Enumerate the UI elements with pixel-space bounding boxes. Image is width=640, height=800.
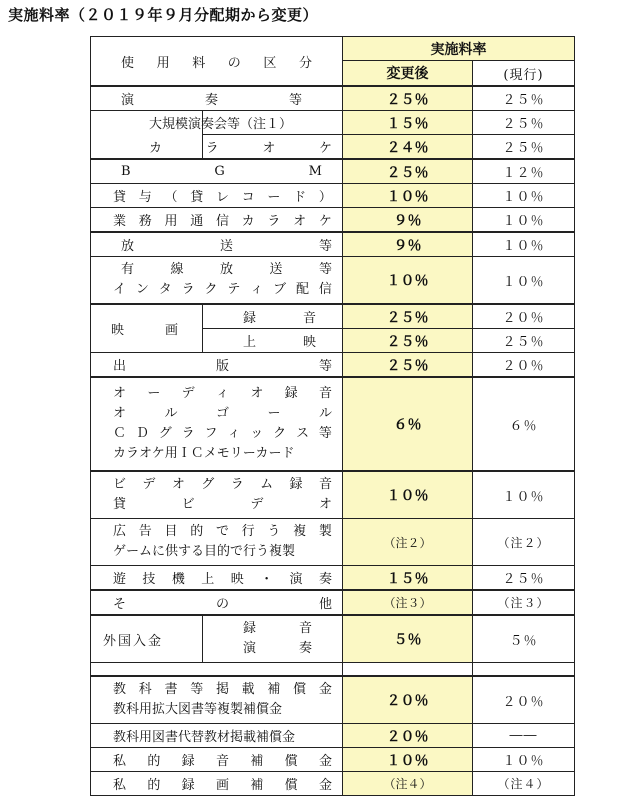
table-cell [91, 232, 343, 257]
label-char: 上 [243, 335, 257, 350]
label-char: ー [267, 406, 281, 421]
row-label [91, 384, 342, 404]
label-char: ゴ [215, 406, 229, 421]
label-char: 業 [113, 214, 127, 229]
label-char: オ [318, 497, 332, 512]
table-cell: ２５％ [473, 566, 575, 591]
row-label [91, 319, 202, 338]
label-char: 書 [164, 682, 178, 697]
label-char: ッ [250, 426, 264, 441]
table-cell: 広 告 目 的 で 行 う 複 製 ゲームに供する目的で行う複製 [91, 519, 343, 566]
label-char: 音 [298, 621, 312, 636]
row-label [91, 235, 342, 254]
label-char: ） [318, 190, 332, 205]
label-char: 金 [318, 754, 332, 769]
table-cell [91, 208, 343, 233]
label-char: 送 [219, 239, 233, 254]
label-char: 区 [263, 55, 277, 71]
label-char: 料 [192, 55, 206, 71]
table-cell [91, 566, 343, 591]
row-label [203, 639, 342, 659]
label-char: 補 [267, 682, 281, 697]
row-label [91, 89, 342, 108]
table-cell [203, 329, 343, 353]
label-char: 送 [269, 262, 283, 277]
label-char: Ｄ [135, 426, 149, 441]
label-char: 等 [318, 426, 332, 441]
label-char: 他 [318, 597, 332, 612]
table-row [91, 676, 575, 724]
rate-table [90, 36, 575, 796]
table-cell [149, 135, 343, 160]
label-char: イ [113, 282, 127, 297]
label-char: 奏 [298, 641, 312, 656]
row-label [91, 475, 342, 495]
row-label [91, 680, 342, 700]
table-cell: 教科用図書代替教材掲載補償金 [91, 724, 343, 748]
table-cell: ２０％ [473, 676, 575, 724]
row-label [117, 137, 342, 156]
table-row [91, 257, 575, 305]
table-cell: （注２） [343, 519, 473, 566]
table-cell: ５％ [343, 615, 473, 663]
table-cell: ２０％ [343, 676, 473, 724]
table-cell [91, 304, 203, 353]
label-char: 録 [181, 778, 195, 793]
label-char: 録 [289, 477, 303, 492]
table-cell: １０％ [343, 471, 473, 519]
header-current: (現行) [473, 61, 575, 86]
table-cell: ２５％ [343, 353, 473, 378]
label-char: 通 [190, 214, 204, 229]
label-char: ィ [227, 426, 241, 441]
label-char: ラ [230, 477, 244, 492]
label-char: ビ [181, 497, 195, 512]
table-cell: ６％ [473, 377, 575, 471]
table-cell: １２％ [473, 159, 575, 184]
label-char: 目 [164, 524, 178, 539]
label-char: フ [204, 426, 218, 441]
table-row [91, 590, 575, 615]
label-char: デ [250, 497, 264, 512]
row-label [91, 210, 342, 229]
table-cell: 大規模演奏会等（注１） [203, 111, 343, 135]
label-char: 貸 [113, 497, 127, 512]
table-row [91, 615, 575, 663]
label-char: 映 [230, 572, 244, 587]
label-char: 製 [318, 524, 332, 539]
label-char: ィ [250, 282, 264, 297]
label-char: カ [149, 141, 163, 156]
table-cell: ９％ [343, 208, 473, 233]
table-cell: １０％ [473, 748, 575, 772]
label-char: オ [171, 477, 185, 492]
table-cell: １０％ [473, 471, 575, 519]
table-cell: ２０％ [343, 724, 473, 748]
table-row [91, 159, 575, 184]
label-char: 演 [121, 93, 135, 108]
label-char: 技 [142, 572, 156, 587]
label-char: 補 [250, 778, 264, 793]
label-char: 的 [147, 754, 161, 769]
label-char: で [215, 524, 229, 539]
label-char: 私 [113, 778, 127, 793]
row-label [91, 52, 342, 71]
row-label [91, 568, 342, 587]
table-row [91, 471, 575, 519]
label-char: 音 [318, 477, 332, 492]
label-char: 録 [243, 621, 257, 636]
label-char: 載 [241, 682, 255, 697]
row-label [203, 331, 342, 350]
label-char: 映 [111, 323, 125, 338]
row-label [91, 404, 342, 424]
table-row [91, 111, 575, 135]
header-after: 変更後 [343, 61, 473, 86]
label-char: 等 [318, 262, 332, 277]
table-cell: 教 科 書 等 掲 載 補 償 金 教科用拡大図書等複製補償金 [91, 676, 343, 724]
table-cell: １０％ [343, 257, 473, 305]
label-char: 機 [171, 572, 185, 587]
table-cell: １０％ [473, 208, 575, 233]
table-cell: １０％ [473, 257, 575, 305]
table-cell [91, 184, 343, 208]
label-char: ィ [215, 386, 229, 401]
label-char: 奏 [318, 572, 332, 587]
table-cell: １５％ [343, 111, 473, 135]
table-cell [91, 772, 343, 796]
table-cell [91, 257, 343, 305]
label-char: 科 [138, 682, 152, 697]
row-label [91, 593, 342, 612]
table-cell: ２５％ [473, 135, 575, 160]
label-char: 等 [318, 239, 332, 254]
label-char: コ [241, 190, 255, 205]
table-row [91, 353, 575, 378]
table-cell: １０％ [473, 184, 575, 208]
label-char: （ [164, 190, 178, 205]
label-char: 有 [121, 262, 135, 277]
label-char: ー [147, 386, 161, 401]
table-cell: ６％ [343, 377, 473, 471]
label-char: 音 [302, 311, 316, 326]
table-cell: ２０％ [473, 353, 575, 378]
label-char: 配 [296, 282, 310, 297]
label-char: 画 [164, 323, 178, 338]
label-char: ラ [181, 282, 195, 297]
table-row [91, 135, 575, 160]
table-cell [343, 663, 473, 677]
label-char: ド [293, 190, 307, 205]
label-char: ケ [318, 141, 332, 156]
row-label [91, 522, 342, 542]
label-char: 音 [215, 754, 229, 769]
table-cell: ９％ [343, 232, 473, 257]
label-char: G [214, 164, 225, 179]
label-char: 等 [318, 359, 332, 374]
label-char: ビ [113, 477, 127, 492]
table-cell [91, 590, 343, 615]
label-char: ム [260, 477, 274, 492]
label-char: 貸 [113, 190, 127, 205]
table-cell: ２５％ [343, 304, 473, 329]
label-char: オ [250, 386, 264, 401]
label-char: 用 [164, 214, 178, 229]
label-char: 金 [318, 778, 332, 793]
label-char: 線 [170, 262, 184, 277]
table-row [91, 519, 575, 566]
table-row [91, 208, 575, 233]
label-char: 補 [250, 754, 264, 769]
label-char: ラ [205, 141, 219, 156]
label-char: 出 [113, 359, 127, 374]
label-char: デ [142, 477, 156, 492]
label-char: ラ [181, 426, 195, 441]
label-char: オ [113, 386, 127, 401]
label-char: 貸 [190, 190, 204, 205]
table-cell: １０％ [343, 748, 473, 772]
table-cell: ２５％ [343, 159, 473, 184]
table-cell [203, 304, 343, 329]
row-label [91, 164, 342, 179]
label-char: 放 [121, 239, 135, 254]
table-cell: オ ー デ ィ オ 録 音 オ ル ゴ ー ル Ｃ Ｄ グ ラ フ ィ ッ ク ス 等 カラオケ用ＩＣメモリーカード [91, 377, 343, 471]
table-cell: １０％ [473, 232, 575, 257]
row-label [91, 355, 342, 374]
row-label [91, 280, 342, 300]
table-cell: ２４％ [343, 135, 473, 160]
row-label [91, 774, 342, 793]
label-char: デ [181, 386, 195, 401]
row-label [91, 260, 342, 280]
label-char: そ [113, 597, 127, 612]
row-label [203, 307, 342, 326]
table-cell: ２０％ [473, 304, 575, 329]
header-row [91, 37, 575, 61]
label-char: オ [293, 214, 307, 229]
label-char: 行 [241, 524, 255, 539]
row-label [91, 424, 342, 444]
label-char: 分 [298, 55, 312, 71]
label-char: う [267, 524, 281, 539]
table-cell [91, 663, 343, 677]
table-cell: ２５％ [343, 86, 473, 111]
label-char: 音 [318, 386, 332, 401]
label-char: オ [262, 141, 276, 156]
label-char: 教 [113, 682, 127, 697]
label-char: 画 [215, 778, 229, 793]
label-char: グ [201, 477, 215, 492]
label-char: 信 [215, 214, 229, 229]
label-char: ル [318, 406, 332, 421]
table-cell: ―― [473, 724, 575, 748]
label-char: 演 [289, 572, 303, 587]
table-cell: （注４） [343, 772, 473, 796]
label-char: ー [267, 190, 281, 205]
table-cell [473, 663, 575, 677]
label-char: 録 [284, 386, 298, 401]
label-char: 録 [181, 754, 195, 769]
page-title: 実施料率（２０１９年９月分配期から変更） [8, 6, 319, 24]
label-char: 償 [284, 754, 298, 769]
label-char: 奏 [204, 93, 218, 108]
label-char: 上 [201, 572, 215, 587]
label-char: の [227, 55, 241, 71]
label-char: 的 [190, 524, 204, 539]
label-char: オ [113, 406, 127, 421]
label-char: 複 [293, 524, 307, 539]
label-char: ・ [260, 572, 274, 587]
label-char: 告 [138, 524, 152, 539]
label-char: 償 [284, 778, 298, 793]
label-char: 演 [243, 641, 257, 656]
table-cell: ２５％ [343, 329, 473, 353]
table-row [91, 772, 575, 796]
label-char: グ [158, 426, 172, 441]
label-char: 放 [219, 262, 233, 277]
label-char: レ [215, 190, 229, 205]
row-label [91, 495, 342, 515]
table-cell: （注３） [343, 590, 473, 615]
table-cell: 外国入金 [91, 615, 203, 663]
label-char: 等 [288, 93, 302, 108]
table-cell [91, 471, 343, 519]
table-cell: ２５％ [473, 329, 575, 353]
label-char: テ [227, 282, 241, 297]
label-char: ケ [318, 214, 332, 229]
label-char: ル [164, 406, 178, 421]
table-cell: （注４） [473, 772, 575, 796]
table-cell [91, 86, 343, 111]
label-char: ブ [273, 282, 287, 297]
label-char: の [215, 597, 229, 612]
table-row [91, 86, 575, 111]
table-cell: １５％ [343, 566, 473, 591]
row-label [91, 750, 342, 769]
header-category [91, 37, 343, 87]
table-row [91, 304, 575, 329]
label-char: 映 [302, 335, 316, 350]
label-char: 使 [121, 55, 135, 71]
label-char: 遊 [113, 572, 127, 587]
label-char: 務 [138, 214, 152, 229]
label-char: 信 [318, 282, 332, 297]
label-char: タ [158, 282, 172, 297]
label-char: 録 [243, 311, 257, 326]
table-row [91, 377, 575, 471]
label-char: 償 [293, 682, 307, 697]
label-char: 与 [138, 190, 152, 205]
table-cell: ２５％ [473, 111, 575, 135]
table-cell [91, 748, 343, 772]
label-char: ス [296, 426, 310, 441]
label-char: ク [273, 426, 287, 441]
table-cell: （注２） [473, 519, 575, 566]
table-row [91, 566, 575, 591]
row-label [91, 186, 342, 205]
table-row [91, 748, 575, 772]
table-cell: ２５％ [473, 86, 575, 111]
label-char: 等 [190, 682, 204, 697]
table-cell: ５％ [473, 615, 575, 663]
label-char: 広 [113, 524, 127, 539]
label-char: Ｃ [113, 426, 127, 441]
table-row [91, 724, 575, 748]
label-char: ク [204, 282, 218, 297]
label-char: 金 [318, 682, 332, 697]
label-char: 掲 [215, 682, 229, 697]
table-row [91, 232, 575, 257]
table-cell [91, 353, 343, 378]
label-char: ラ [267, 214, 281, 229]
label-char: 私 [113, 754, 127, 769]
label-char: B [121, 164, 131, 179]
label-char: カ [241, 214, 255, 229]
label-char: ン [135, 282, 149, 297]
table-cell: １０％ [343, 184, 473, 208]
label-char: 用 [156, 55, 170, 71]
header-rate-group: 実施料率 [343, 37, 575, 61]
table-cell [203, 615, 343, 663]
table-cell: （注３） [473, 590, 575, 615]
table-row [91, 184, 575, 208]
label-char: 的 [147, 778, 161, 793]
table-cell [91, 159, 343, 184]
row-label [203, 619, 342, 639]
label-char: 版 [215, 359, 229, 374]
label-char: M [308, 164, 322, 179]
